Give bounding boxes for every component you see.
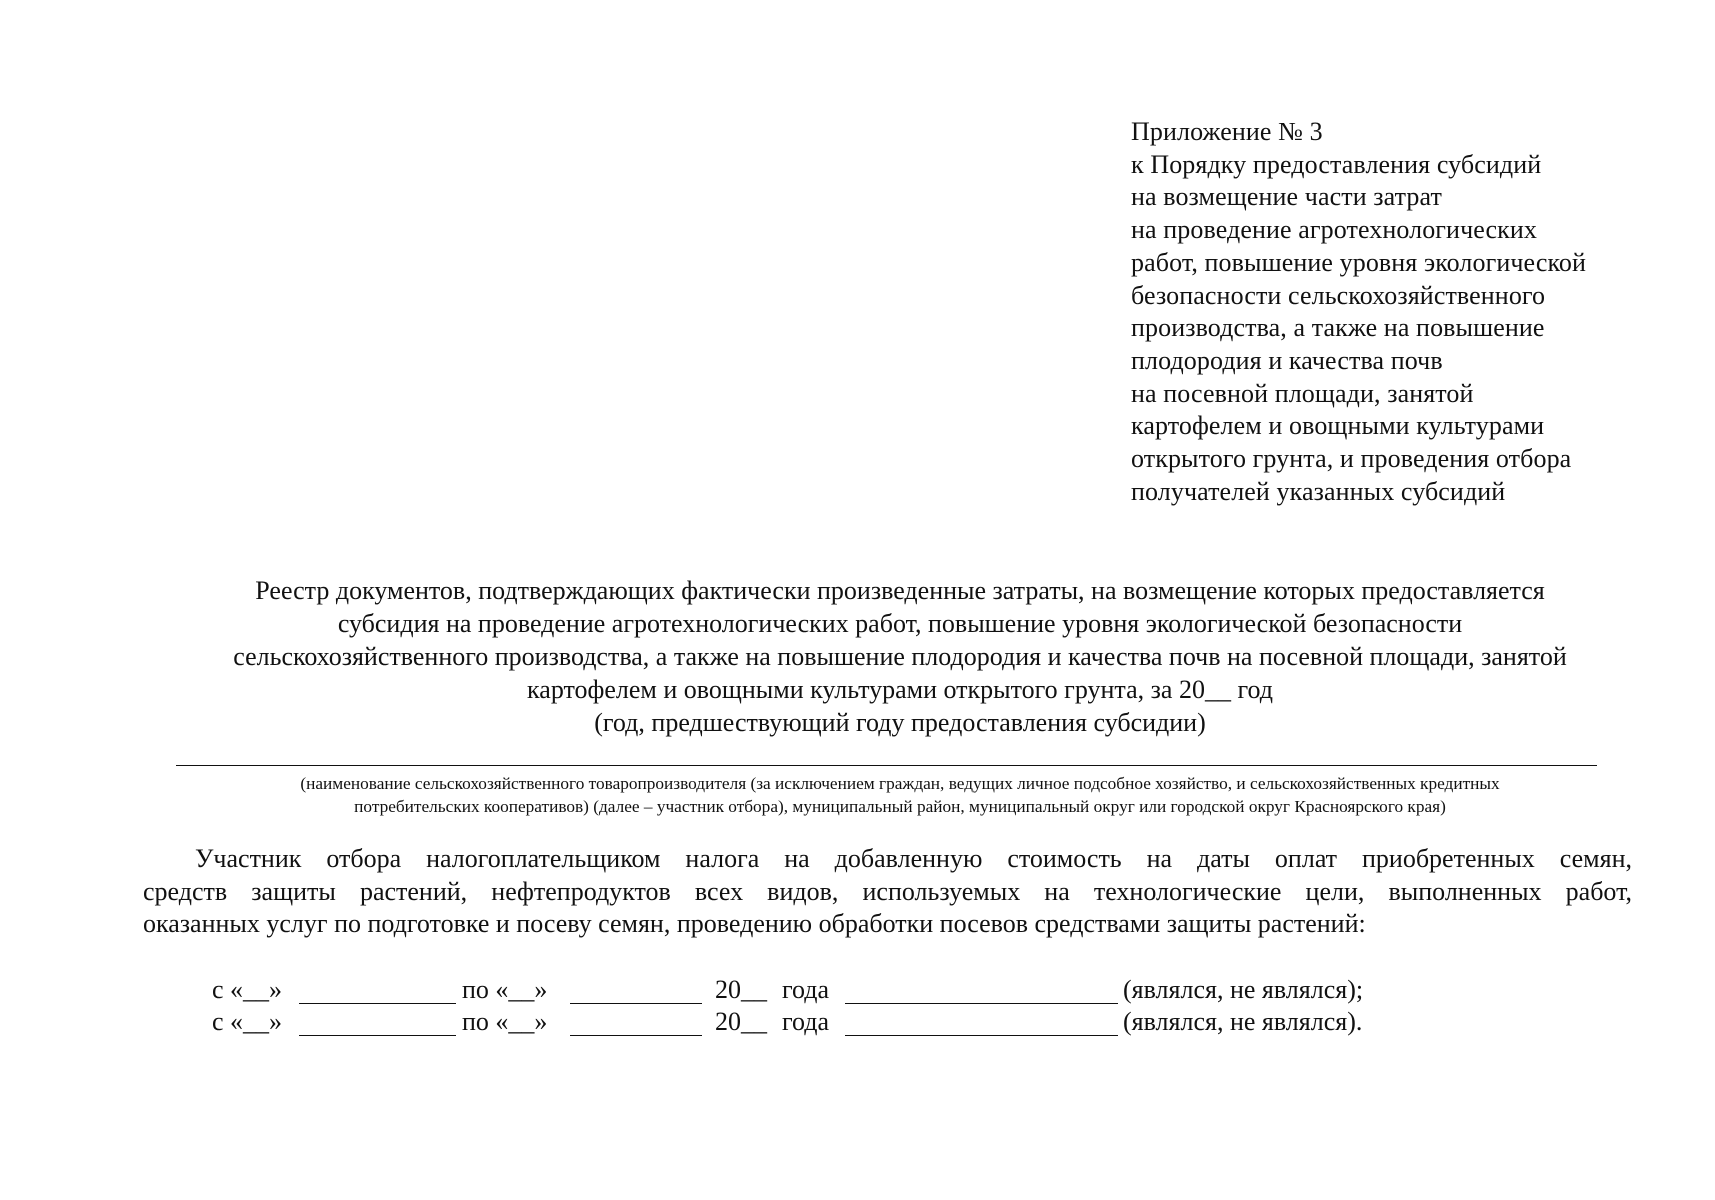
appendix-line: работ, повышение уровня экологической: [1131, 247, 1586, 277]
title-line: (год, предшествующий году предоставления субсидии): [594, 708, 1206, 737]
caption-line: потребительских кооперативов) (далее – участник отбора), муниципальный район, муниципальный округ или городской округ Красноярского края): [354, 797, 1446, 816]
title-line: картофелем и овощными культурами открытого грунта, за 20__ год: [527, 675, 1273, 704]
from-date-prefix: с «__»: [212, 1007, 283, 1036]
from-date-month-blank[interactable]: [299, 977, 456, 1004]
appendix-line: на посевной площади, занятой: [1131, 378, 1474, 408]
title-line: сельскохозяйственного производства, а также на повышение плодородия и качества почв на посевной площади, занятой: [233, 642, 1567, 671]
vat-status-paragraph: [143, 843, 1632, 941]
paragraph-line: средств защиты растений, нефтепродуктов всех видов, используемых на технологические цели, выполненных работ,: [143, 876, 1632, 906]
title-line: субсидия на проведение агротехнологических работ, повышение уровня экологической безопасности: [337, 609, 1463, 638]
appendix-line: получателей указанных субсидий: [1131, 476, 1506, 506]
appendix-line: открытого грунта, и проведения отбора: [1131, 444, 1572, 474]
year-word: года: [782, 1007, 830, 1036]
appendix-line: производства, а также на повышение: [1131, 313, 1545, 343]
from-date-prefix: с «__»: [212, 975, 283, 1004]
date-row: [212, 974, 1412, 1006]
to-date-month-blank[interactable]: [570, 1009, 702, 1036]
appendix-header: [1131, 116, 1691, 508]
paragraph-line: оказанных услуг по подготовке и посеву семян, проведению обработки посевов средствами защиты растений:: [143, 909, 1366, 938]
date-row: [212, 1006, 1412, 1038]
caption-line: (наименование сельскохозяйственного товаропроизводителя (за исключением граждан, ведущих личное подсобное хозяйство, и сельскохозяйственных кредитных: [300, 774, 1500, 793]
year-word: года: [782, 975, 830, 1004]
appendix-line: Приложение № 3: [1131, 117, 1323, 146]
year-value: 20__: [715, 1007, 767, 1036]
appendix-line: на возмещение части затрат: [1131, 182, 1442, 212]
appendix-line: плодородия и качества почв: [1131, 345, 1443, 375]
appendix-line: к Порядку предоставления субсидий: [1131, 149, 1542, 179]
producer-name-caption: [120, 772, 1680, 818]
paragraph-line: Участник отбора налогоплательщиком налога на добавленную стоимость на даты оплат приобретенных семян,: [195, 844, 1632, 873]
year-value: 20__: [715, 975, 767, 1004]
to-date-month-blank[interactable]: [570, 977, 702, 1004]
appendix-line: картофелем и овощными культурами: [1131, 411, 1545, 441]
appendix-line: на проведение агротехнологических: [1131, 215, 1538, 245]
appendix-line: безопасности сельскохозяйственного: [1131, 280, 1546, 310]
status-blank[interactable]: [845, 977, 1118, 1004]
status-options: (являлся, не являлся);: [1123, 975, 1364, 1004]
to-date-prefix: по «__»: [462, 1007, 548, 1036]
from-date-month-blank[interactable]: [299, 1009, 456, 1036]
status-options: (являлся, не являлся).: [1123, 1007, 1363, 1036]
to-date-prefix: по «__»: [462, 975, 548, 1004]
status-blank[interactable]: [845, 1009, 1118, 1036]
producer-name-field-line[interactable]: [176, 765, 1597, 766]
title-line: Реестр документов, подтверждающих фактически произведенные затраты, на возмещение которых предоставляется: [255, 576, 1545, 605]
document-title: [120, 574, 1680, 739]
